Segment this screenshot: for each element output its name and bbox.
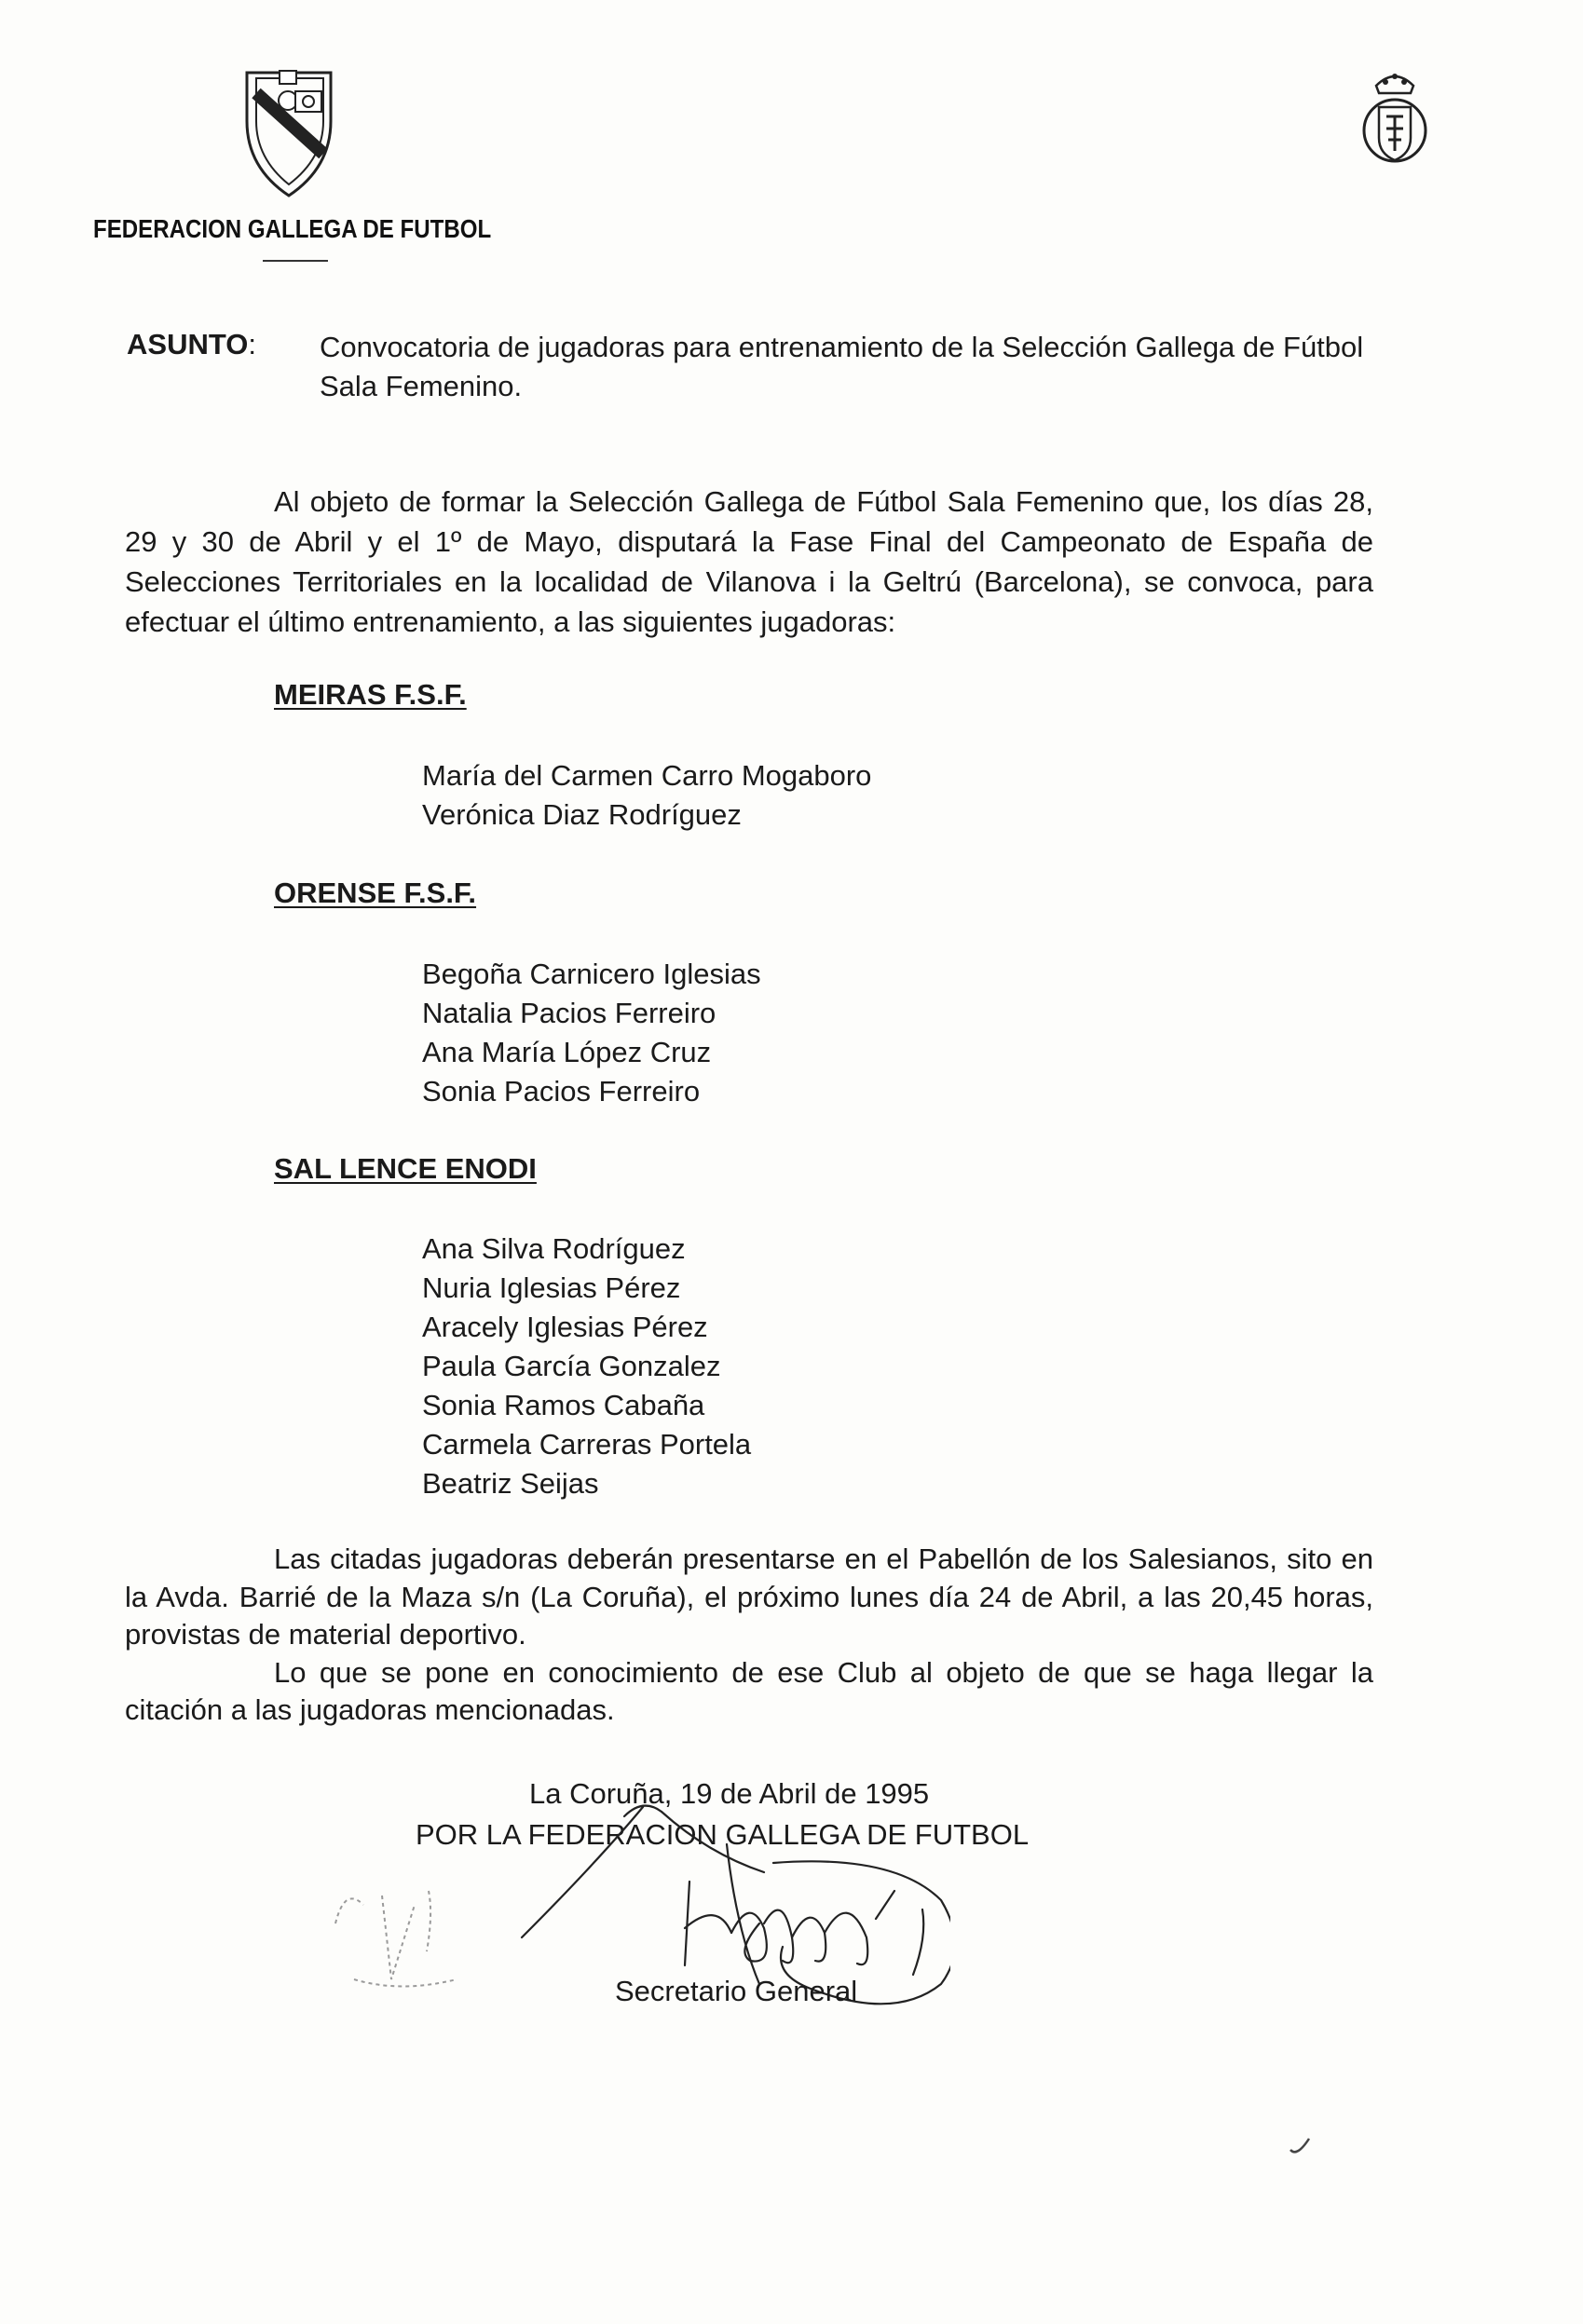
place-and-date: La Coruña, 19 de Abril de 1995 bbox=[529, 1777, 930, 1810]
player-list-sal-lence-enodi bbox=[422, 1230, 751, 1503]
handwritten-signature bbox=[503, 1742, 950, 2012]
player-name: Verónica Diaz Rodríguez bbox=[422, 798, 742, 831]
player-list-meiras bbox=[422, 756, 871, 835]
player-name: María del Carmen Carro Mogaboro bbox=[422, 759, 872, 792]
player-list-orense bbox=[422, 955, 761, 1111]
on-behalf-line: POR LA FEDERACION GALLEGA DE FUTBOL bbox=[416, 1818, 1030, 1851]
rfef-emblem-logo bbox=[1353, 65, 1437, 168]
player-name: Nuria Iglesias Pérez bbox=[422, 1271, 681, 1304]
player-name: Paula García Gonzalez bbox=[422, 1350, 721, 1382]
instructions-paragraph-1: Las citadas jugadoras deberán presentarse en el Pabellón de los Salesianos, sito en la Avda. Barrié de la Maza s/n (La Coruña), el próximo lunes día 24 de Abril, a las 20,45 horas, provistas de material deportivo. bbox=[125, 1543, 1373, 1651]
player-name: Begoña Carnicero Iglesias bbox=[422, 958, 761, 990]
federation-name: FEDERACION GALLEGA DE FUTBOL bbox=[93, 214, 492, 243]
player-name: Ana María López Cruz bbox=[422, 1036, 712, 1068]
faint-stamp-mark bbox=[326, 1877, 484, 1998]
signatory-title: Secretario General bbox=[615, 1975, 858, 2007]
instructions-paragraphs bbox=[125, 1541, 1373, 1730]
club-heading-meiras: MEIRAS F.S.F. bbox=[274, 678, 467, 711]
instructions-paragraph-2: Lo que se pone en conocimiento de ese Club al objeto de que se haga llegar la citación a las jugadoras mencionadas. bbox=[125, 1655, 1373, 1726]
gallega-federation-crest-logo bbox=[238, 65, 340, 200]
subject-text: Convocatoria de jugadoras para entrenamiento de la Selección Gallega de Fútbol Sala Femenino. bbox=[320, 331, 1364, 402]
player-name: Natalia Pacios Ferreiro bbox=[422, 997, 716, 1029]
intro-paragraph: Al objeto de formar la Selección Gallega de Fútbol Sala Femenino que, los días 28, 29 y 30 de Abril y el 1º de Mayo, disputará la Fase Final del Campeonato de España de Selecciones Territoriales en la localidad de Vilanova i la Geltrú (Barcelona), se convoca, para efectuar el último entrenamiento, a las siguientes jugadoras: bbox=[125, 485, 1373, 638]
header-divider bbox=[263, 260, 328, 262]
player-name: Sonia Ramos Cabaña bbox=[422, 1389, 705, 1421]
club-heading-orense: ORENSE F.S.F. bbox=[274, 877, 477, 909]
pencil-check-mark bbox=[1286, 2133, 1314, 2161]
player-name: Ana Silva Rodríguez bbox=[422, 1232, 686, 1265]
player-name: Sonia Pacios Ferreiro bbox=[422, 1075, 701, 1108]
player-name: Aracely Iglesias Pérez bbox=[422, 1311, 708, 1343]
club-heading-sal-lence-enodi: SAL LENCE ENODI bbox=[274, 1152, 537, 1185]
player-name: Beatriz Seijas bbox=[422, 1467, 599, 1500]
player-name: Carmela Carreras Portela bbox=[422, 1428, 752, 1461]
subject-label: ASUNTO: bbox=[127, 328, 256, 360]
